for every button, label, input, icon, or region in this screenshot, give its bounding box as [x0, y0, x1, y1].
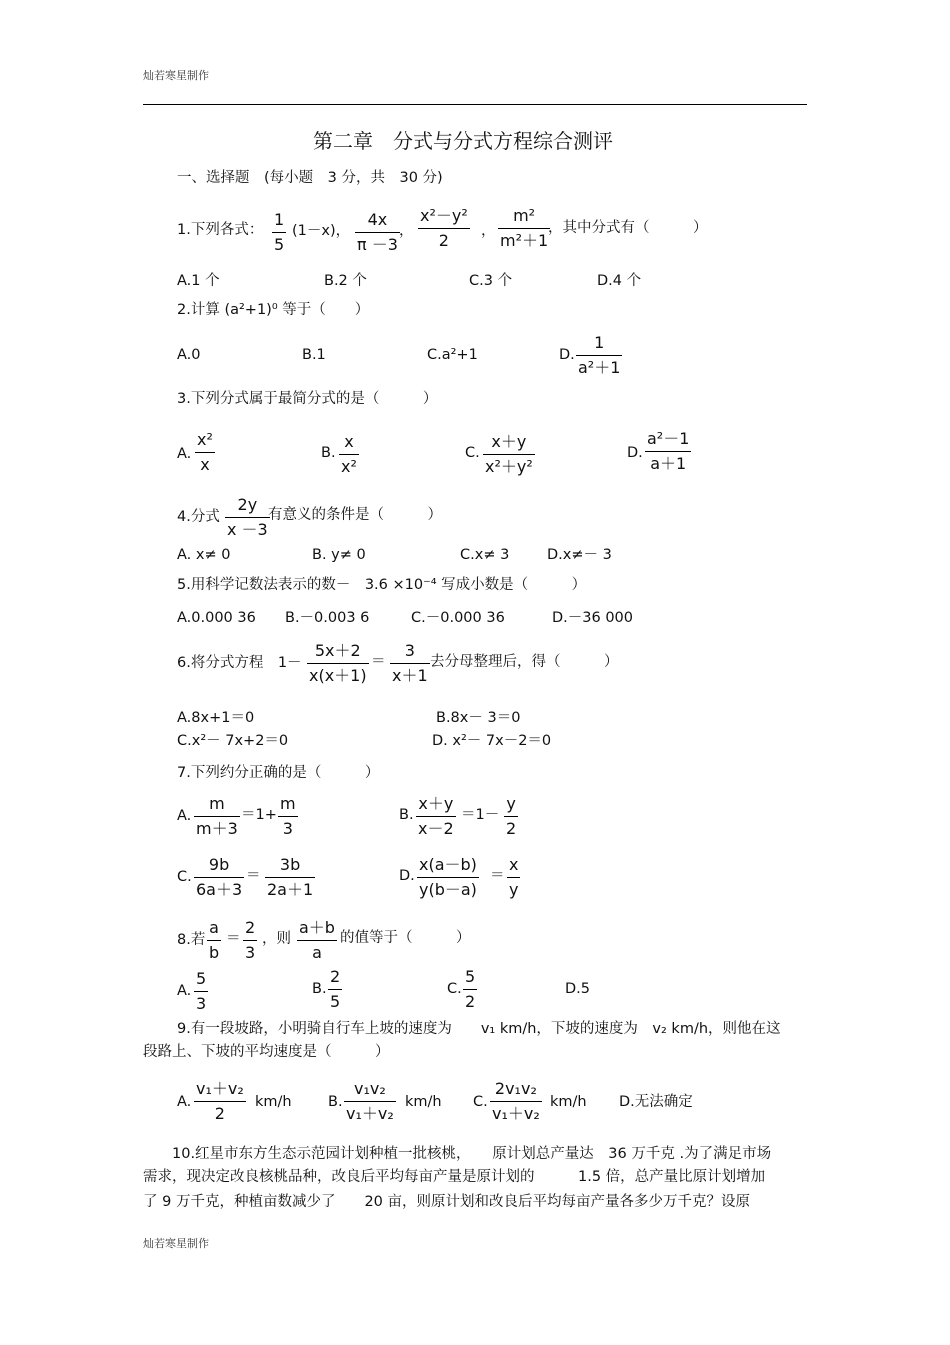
q7-a-fraction-1: [194, 796, 240, 837]
q8-label-c: C.: [447, 981, 462, 997]
q3-fraction-d: [645, 431, 691, 472]
numerator: x＋y: [491, 432, 527, 451]
q9-option-d: D.无法确定: [619, 1094, 693, 1110]
numerator: 3: [404, 641, 415, 660]
q10-line-3: 了 9 万千克，种植亩数减少了 20 亩，则原计划和改良后平均每亩产量各多少万千克？设原: [143, 1194, 750, 1210]
numerator: x: [509, 855, 519, 874]
q9-fraction-c: [490, 1081, 542, 1122]
q8-fraction-3: [297, 920, 337, 961]
q5-text: 5.用科学记数法表示的数－ 3.6 ×10⁻⁴ 写成小数是（ ）: [177, 577, 587, 593]
q2-option-b: B.1: [302, 347, 326, 363]
denominator: 2: [506, 819, 517, 839]
numerator: 5: [196, 969, 207, 988]
denominator: a＋1: [650, 454, 687, 474]
q9-line-1: 9.有一段坡路，小明骑自行车上坡的速度为 v₁ km/h，下坡的速度为 v₂ km/h，则他在这: [177, 1021, 781, 1037]
denominator: x: [200, 455, 210, 475]
q9-unit-c: km/h: [550, 1094, 587, 1110]
denominator: 5: [330, 992, 341, 1012]
denominator: 6a＋3: [196, 880, 243, 900]
q7-label-d: D.: [399, 868, 415, 884]
watermark-top: 灿若寒星制作: [143, 69, 209, 82]
q8-fraction-c: [463, 969, 477, 1010]
q8-label-a: A.: [177, 983, 192, 999]
q4-option-b: B. y≠ 0: [312, 547, 366, 563]
q5-option-c: C.－0.000 36: [411, 610, 505, 626]
header-rule: [143, 104, 807, 105]
q1-option-b: B.2 个: [324, 273, 367, 289]
q9-unit-b: km/h: [405, 1094, 442, 1110]
q7-b-middle: ＝1－: [461, 807, 500, 823]
q7-label-c: C.: [177, 869, 192, 885]
q3-label-b: B.: [321, 445, 336, 461]
q1-option-a: A.1 个: [177, 273, 220, 289]
q7-label-a: A.: [177, 808, 192, 824]
q9-fraction-a: [194, 1081, 246, 1122]
denominator: 2: [438, 231, 449, 251]
numerator: 5: [465, 967, 476, 986]
denominator: π －3: [357, 235, 398, 255]
q1-comma-1: ，: [399, 223, 414, 239]
denominator: x(x＋1): [309, 666, 367, 686]
q7-text: 7.下列约分正确的是（ ）: [177, 765, 380, 781]
q10-line-1: 10.红星市东方生态示范园计划种植一批核桃， 原计划总产量达 36 万千克 .为了满足市场: [172, 1146, 772, 1162]
denominator: 5: [274, 235, 285, 255]
q7-d-middle: ＝: [490, 868, 505, 884]
q4-fraction: [225, 497, 270, 538]
q1-lead: 1.下列各式：: [177, 222, 264, 238]
denominator: 2: [214, 1104, 225, 1124]
watermark-bottom: 灿若寒星制作: [143, 1237, 209, 1250]
q8-option-d: D.5: [565, 981, 590, 997]
page-title: 第二章 分式与分式方程综合测评: [313, 129, 613, 153]
q1-fraction-3: [418, 208, 470, 249]
q3-fraction-a: [195, 432, 215, 473]
denominator: a²＋1: [578, 358, 621, 378]
q5-option-a: A.0.000 36: [177, 610, 256, 626]
denominator: 3: [196, 994, 207, 1014]
q2-option-a: A.0: [177, 347, 201, 363]
section-heading: 一、选择题 (每小题 3 分，共 30 分): [177, 170, 443, 186]
q6-option-a: A.8x+1＝0: [177, 710, 255, 726]
q8-fraction-1: [207, 920, 221, 961]
denominator: 3: [245, 943, 256, 963]
q6-option-b: B.8x－ 3＝0: [436, 710, 521, 726]
numerator: x²－y²: [420, 206, 468, 225]
numerator: 2: [330, 967, 341, 986]
denominator: x＋1: [392, 666, 428, 686]
denominator: 2: [465, 992, 476, 1012]
numerator: 1: [594, 333, 605, 352]
denominator: x－2: [418, 819, 454, 839]
denominator: x²: [341, 457, 357, 477]
q4-lead: 4.分式: [177, 509, 220, 525]
q6-lead: 6.将分式方程 1－: [177, 655, 302, 671]
q1-fraction-1-tail: (1－x)，: [292, 223, 351, 239]
q7-label-b: B.: [399, 807, 414, 823]
q2-option-c: C.a²+1: [427, 347, 478, 363]
q4-tail: 有意义的条件是（ ）: [268, 507, 442, 523]
q2-option-d: D.: [559, 347, 575, 363]
numerator: 9b: [208, 855, 230, 874]
denominator: x －3: [227, 520, 268, 540]
q1-fraction-2: [355, 212, 400, 253]
q3-fraction-c: [483, 434, 535, 475]
numerator: v₁v₂: [354, 1079, 386, 1098]
q1-option-d: D.4 个: [597, 273, 642, 289]
q2-text: 2.计算 (a²+1)⁰ 等于（ ）: [177, 302, 370, 318]
q1-option-c: C.3 个: [469, 273, 513, 289]
q1-tail: ，其中分式有（ ）: [548, 220, 708, 236]
denominator: v₁＋v₂: [346, 1104, 394, 1124]
denominator: b: [209, 943, 220, 963]
numerator: a: [209, 918, 219, 937]
q6-fraction-right: [390, 643, 430, 684]
q3-label-c: C.: [465, 445, 480, 461]
q8-lead: 8.若: [177, 932, 206, 948]
numerator: 2y: [237, 495, 258, 514]
q8-equals: ＝: [226, 931, 241, 947]
q9-line-2: 段路上、下坡的平均速度是（ ）: [143, 1044, 390, 1060]
numerator: x(a－b): [419, 855, 477, 874]
q1-fraction-1: [272, 212, 286, 253]
q7-c-middle: ＝: [246, 868, 261, 884]
q1-comma-2: ，: [481, 223, 496, 239]
q8-label-b: B.: [312, 981, 327, 997]
numerator: 1: [274, 210, 285, 229]
q6-option-c: C.x²－ 7x+2＝0: [177, 733, 289, 749]
q2-option-d-fraction: [576, 335, 622, 376]
q7-d-fraction-2: [507, 857, 520, 898]
q9-label-b: B.: [328, 1094, 343, 1110]
q8-fraction-2: [243, 920, 257, 961]
numerator: y: [506, 794, 516, 813]
numerator: m²: [513, 206, 536, 225]
q9-label-c: C.: [473, 1094, 488, 1110]
numerator: 2v₁v₂: [494, 1079, 537, 1098]
q7-b-fraction-2: [504, 796, 518, 837]
q4-option-d: D.x≠－ 3: [547, 547, 612, 563]
numerator: 3b: [279, 855, 301, 874]
q6-fraction-left: [307, 643, 369, 684]
numerator: x: [344, 432, 354, 451]
q8-middle: ，则: [262, 931, 291, 947]
numerator: a²－1: [647, 429, 690, 448]
q6-tail: 去分母整理后，得（ ）: [430, 654, 619, 670]
q3-label-a: A.: [177, 446, 192, 462]
numerator: m: [209, 794, 225, 813]
q3-fraction-b: [339, 434, 359, 475]
q10-line-2: 需求，现决定改良核桃品种，改良后平均每亩产量是原计划的 1.5 倍，总产量比原计划增加: [143, 1169, 766, 1185]
q9-label-a: A.: [177, 1094, 192, 1110]
numerator: m: [280, 794, 296, 813]
q7-c-fraction-1: [194, 857, 244, 898]
q9-fraction-b: [344, 1081, 396, 1122]
q5-option-b: B.－0.003 6: [285, 610, 370, 626]
q7-d-fraction-1: [417, 857, 479, 898]
denominator: 2a＋1: [267, 880, 314, 900]
q9-unit-a: km/h: [255, 1094, 292, 1110]
denominator: y: [509, 880, 519, 900]
q3-label-d: D.: [627, 445, 643, 461]
q5-option-d: D.－36 000: [552, 610, 634, 626]
q8-fraction-a: [194, 971, 208, 1012]
q4-option-c: C.x≠ 3: [460, 547, 510, 563]
q8-fraction-b: [328, 969, 342, 1010]
denominator: x²＋y²: [485, 457, 533, 477]
numerator: 4x: [367, 210, 388, 229]
q6-equals: ＝: [371, 654, 386, 670]
denominator: y(b－a): [419, 880, 477, 900]
q6-option-d: D. x²－ 7x－2＝0: [432, 733, 552, 749]
q4-option-a: A. x≠ 0: [177, 547, 231, 563]
numerator: a＋b: [299, 918, 335, 937]
denominator: v₁＋v₂: [492, 1104, 540, 1124]
q7-a-middle: ＝1+: [241, 807, 277, 823]
numerator: x＋y: [418, 794, 454, 813]
denominator: 3: [282, 819, 293, 839]
denominator: a: [312, 943, 322, 963]
numerator: 5x＋2: [314, 641, 361, 660]
numerator: v₁＋v₂: [196, 1079, 244, 1098]
q7-a-fraction-2: [278, 796, 298, 837]
q8-tail: 的值等于（ ）: [340, 930, 471, 946]
numerator: 2: [245, 918, 256, 937]
numerator: x²: [197, 430, 213, 449]
q7-c-fraction-2: [265, 857, 315, 898]
q3-text: 3.下列分式属于最简分式的是（ ）: [177, 391, 438, 407]
q1-fraction-4: [498, 208, 550, 249]
q7-b-fraction-1: [416, 796, 456, 837]
denominator: m＋3: [196, 819, 238, 839]
denominator: m²＋1: [500, 231, 549, 251]
